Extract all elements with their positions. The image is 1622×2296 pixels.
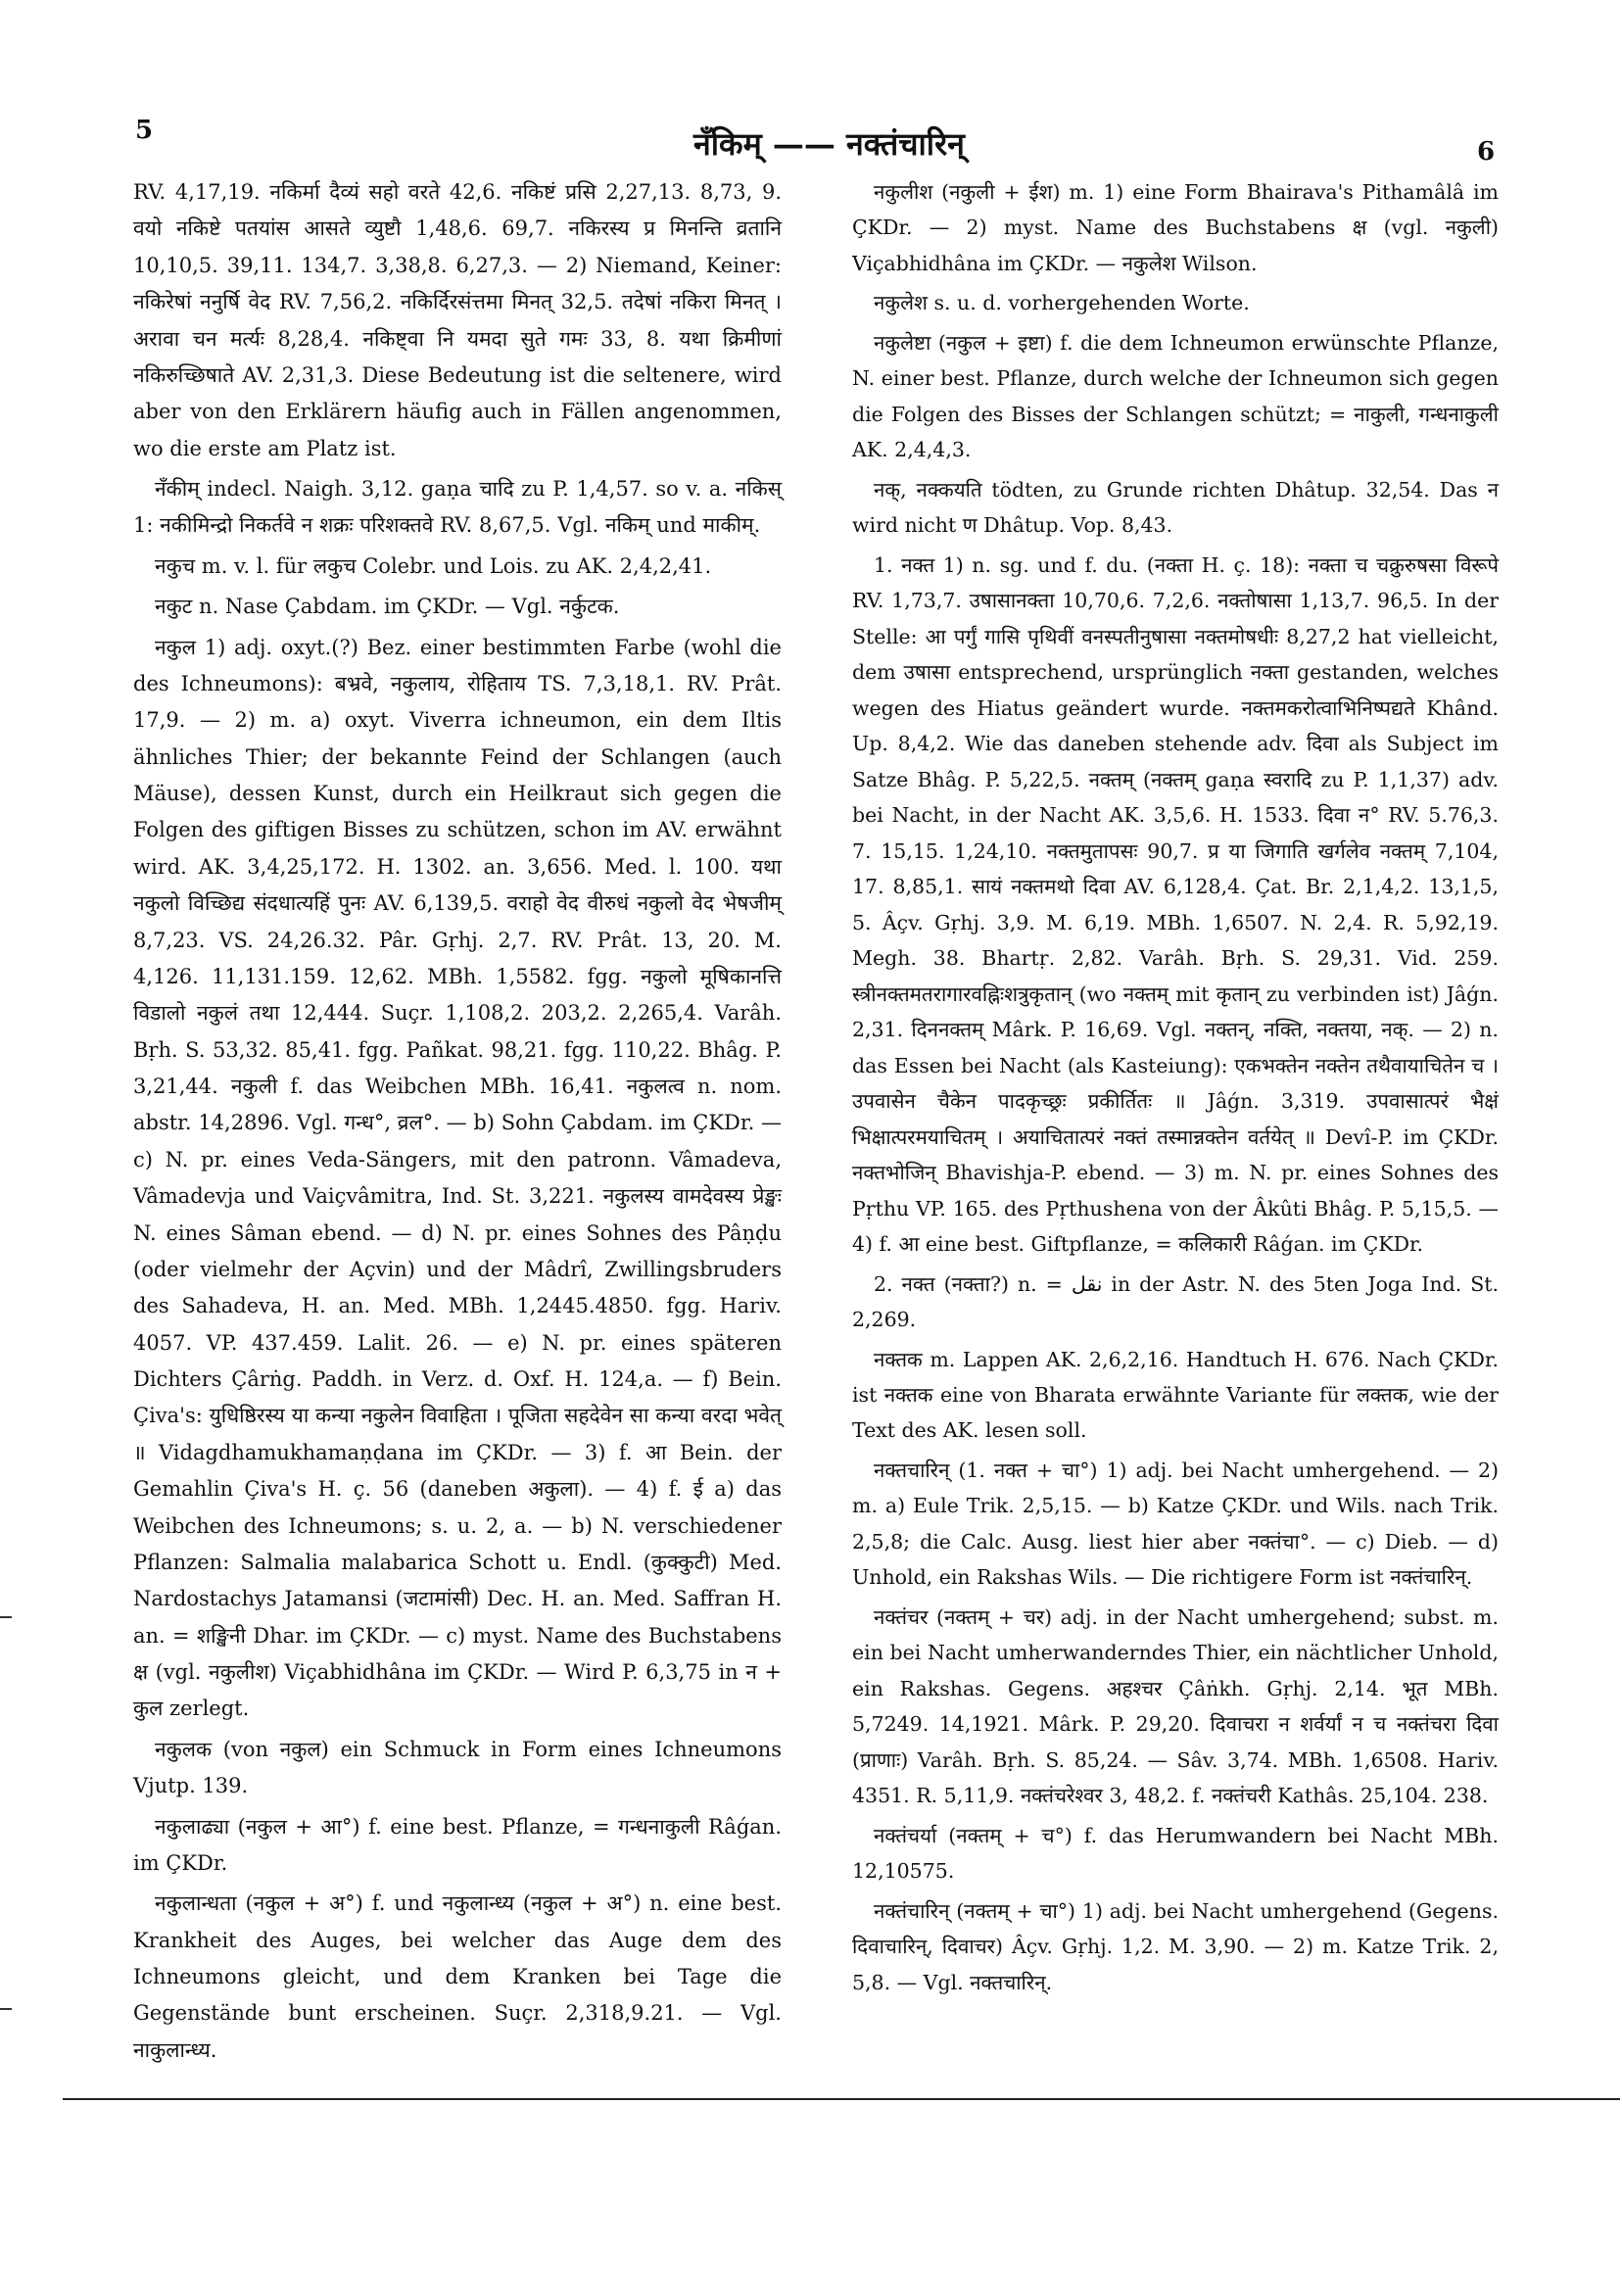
dictionary-entry: नकुलान्धता (नकुल + अ°) f. und नकुलान्ध्य (नकुल + अ°) n. eine best. Krankheit des Auges, bei welcher das Auge dem des Ichneumons gleicht, und dem Kranken bei Tage die Gegenstände bunt erscheinen. Suçr. 2,318,9.21. — Vgl. नाकुलान्ध्य. (133, 1891, 782, 2062)
dictionary-entry: नक्तंचर्या (नक्तम् + च°) f. das Herumwandern bei Nacht MBh. 12,10575. (852, 1823, 1499, 1884)
dictionary-entry: 2. नक्त (नक्ता?) n. = نقل in der Astr. N. des 5ten Joga Ind. St. 2,269. (852, 1271, 1499, 1332)
dictionary-entry: नकुलीश (नकुली + ईश) m. 1) eine Form Bhairava's Pithamâlâ im ÇKDr. — 2) myst. Name des Buchstabens क्ष (vgl. नकुली) Viçabhidhâna im ÇKDr. — नकुलेश Wilson. (852, 180, 1499, 275)
dictionary-entry: नकुल 1) adj. oxyt.(?) Bez. einer bestimmten Farbe (wohl die des Ichneumons): बभ्रवे, नकुलाय, रोहिताय TS. 7,3,18,1. RV. Prât. 17,9. — 2) m. a) oxyt. Viverra ichneumon, ein dem Iltis ähnliches Thier; der bekannte Feind der Schlangen (auch Mäuse), dessen Kunst, durch ein Heilkraut sich gegen die Folgen des giftigen Bisses zu schützen, schon im AV. erwähnt wird. AK. 3,4,25,172. H. 1302. an. 3,656. Med. l. 100. यथा नकुलो विच्छिद्य संदधात्यहिं पुनः AV. 6,139,5. वराहो वेद वीरुधं नकुलो वेद भेषजीम् 8,7,23. VS. 24,26.32. Pâr. Gṛhj. 2,7. RV. Prât. 13, 20. M. 4,126. 11,131.159. 12,62. MBh. 1,5582. fgg. नकुलो मूषिकानत्ति विडालो नकुलं तथा 12,444. Suçr. 1,108,2. 203,2. 2,265,4. Varâh. Bṛh. S. 53,32. 85,41. fgg. Pañkat. 98,21. fgg. 110,22. Bhâg. P. 3,21,44. नकुली f. das Weibchen MBh. 16,41. नकुलत्व n. nom. abstr. 14,2896. Vgl. गन्ध°, व्रल°. — b) Sohn Çabdam. im ÇKDr. — c) N. pr. eines Veda-Sängers, mit den patronn. Vâmadeva, Vâmadevja und Vaiçvâmitra, Ind. St. 3,221. नकुलस्य वामदेवस्य प्रेङ्खः N. eines Sâman ebend. — d) N. pr. eines Sohnes des Pâṇḍu (oder vielmehr der Açvin) und der Mâdrî, Zwillingsbruders des Sahadeva, H. an. Med. MBh. 1,2445.4850. fgg. Hariv. 4057. VP. 437.459. Lalit. 26. — e) N. pr. eines späteren Dichters Çârṅg. Paddh. in Verz. d. Oxf. H. 124,a. — f) Bein. Çiva's: युधिष्ठिरस्य या कन्या नकुलेन विवाहिता । पूजिता सहदेवेन सा कन्या वरदा भवेत् ॥ Vidagdhamukhamaṇḍana im ÇKDr. — 3) f. आ Bein. der Gemahlin Çiva's H. ç. 56 (daneben अकुला). — 4) f. ई a) das Weibchen des Ichneumons; s. u. 2, a. — b) N. verschiedener Pflanzen: Salmalia malabarica Schott u. Endl. (कुक्कुटी) Med. Nardostachys Jatamansi (जटामांसी) Dec. H. an. Med. Saffran H. an. = शङ्खिनी Dhar. im ÇKDr. — c) myst. Name des Buchstabens क्ष (vgl. नकुलीश) Viçabhidhâna im ÇKDr. — Wird P. 6,3,75 in न + कुल zerlegt. (133, 635, 782, 1721)
page-header-title: नँकिम् —— नक्तंचारिन् (693, 125, 965, 163)
dictionary-entry: नकुलक (von नकुल) ein Schmuck in Form eines Ichneumons Vjutp. 139. (133, 1737, 782, 1798)
dictionary-entry: नकुलेष्टा (नकुल + इष्टा) f. die dem Ichneumon erwünschte Pflanze, N. einer best. Pflanze, durch welche der Ichneumon sich gegen die Folgen des Bisses der Schlangen schützt; = नाकुली, गन्धनाकुली AK. 2,4,4,3. (852, 330, 1499, 462)
margin-tick (0, 1616, 12, 1618)
dictionary-entry: नकुट n. Nase Çabdam. im ÇKDr. — Vgl. नर्कुटक. (155, 595, 620, 619)
dictionary-entry: RV. 4,17,19. नकिर्मा दैव्यं सहो वरते 42,6. नकिष्टं प्रसि 2,27,13. 8,73, 9. वयो नकिष्टे पतयांस आसते व्युष्टौ 1,48,6. 69,7. नकिरस्य प्र मिनन्ति व्रतानि 10,10,5. 39,11. 134,7. 3,38,8. 6,27,3. — 2) Niemand, Keiner: नकिरेषां ननुर्षि वेद RV. 7,56,2. नकिर्दिरसंत्तमा मिनत् 32,5. तदेषां नकिरा मिनत् । अरावा चन मर्त्यः 8,28,4. नकिष्ट्वा नि यमदा सुते गमः 33, 8. यथा क्रिमीणां नकिरुच्छिषाते AV. 2,31,3. Diese Bedeutung ist die seltenere, wird aber von den Erklärern häufig auch in Fällen angenommen, wo die erste am Platz ist. (133, 180, 782, 460)
dictionary-entry: नकुलाढ्या (नकुल + आ°) f. eine best. Pflanze, = गन्धनाकुली Râǵan. im ÇKDr. (133, 1814, 782, 1875)
bottom-rule (63, 2098, 1620, 2100)
dictionary-entry: नकुच m. v. l. für लकुच Colebr. und Lois. zu AK. 2,4,2,41. (155, 553, 712, 578)
dictionary-entry: नक्तंचर (नक्तम् + चर) adj. in der Nacht umhergehend; subst. m. ein bei Nacht umherwanderndes Thier, ein nächtlicher Unhold, ein Rakshas. Gegens. अहश्चर Çâṅkh. Gṛhj. 2,14. भूत MBh. 5,7249. 14,1921. Mârk. P. 29,20. दिवाचरा न शर्वर्यां न च नक्तंचरा दिवा (प्राणाः) Varâh. Bṛh. S. 85,24. — Sâv. 3,74. MBh. 1,6508. Hariv. 4351. R. 5,11,9. नक्तंचरेश्वर 3, 48,2. f. नक्तंचरी Kathâs. 25,104. 238. (852, 1604, 1499, 1808)
page-number-right: 6 (1477, 137, 1496, 167)
page-number-left: 5 (135, 116, 154, 145)
dictionary-entry: नक्तंचारिन् (नक्तम् + चा°) 1) adj. bei Nacht umhergehend (Gegens. दिवाचारिन्, दिवाचर) Âçv. Gṛhj. 1,2. M. 3,90. — 2) m. Katze Trik. 2, 5,8. — Vgl. नक्तचारिन्. (852, 1898, 1499, 1994)
dictionary-entry: 1. नक्त 1) n. sg. und f. du. (नक्ता H. ç. 18): नक्ता च चक्रुरुषसा विरूपे RV. 1,73,7. उषासानक्ता 10,70,6. 7,2,6. नक्तोषासा 1,13,7. 96,5. In der Stelle: आ पर्गुं गासि पृथिवीं वनस्पतीनुषासा नक्तमोषधीः 8,27,2 hat vielleicht, dem उषासा entsprechend, ursprünglich नक्ता gestanden, welches wegen des Hiatus geändert wurde. नक्तमकरोत्वाभिनिष्पद्यते Khând. Up. 8,4,2. Wie das daneben stehende adv. दिवा als Subject im Satze Bhâg. P. 5,22,5. नक्तम् (नक्तम् gaṇa स्वरादि zu P. 1,1,37) adv. bei Nacht, in der Nacht AK. 3,5,6. H. 1533. दिवा न° RV. 5.76,3. 7. 15,15. 1,24,10. नक्तमुतापसः 90,7. प्र या जिगाति खर्गलेव नक्तम् 7,104, 17. 8,85,1. सायं नक्तमथो दिवा AV. 6,128,4. Çat. Br. 2,1,4,2. 13,1,5, 5. Âçv. Gṛhj. 3,9. M. 6,19. MBh. 1,6507. N. 2,4. R. 5,92,19. Megh. 38. Bhartṛ. 2,82. Varâh. Bṛh. S. 29,31. Vid. 259. स्त्रीनक्तमतरागारवह्निःशत्रुकृतान् (wo नक्तम् mit कृतान् zu verbinden ist) Jâǵn. 2,31. दिननक्तम् Mârk. P. 16,69. Vgl. नक्तन्, नक्ति, नक्तया, नक्. — 2) n. das Essen bei Nacht (als Kasteiung): एकभक्तेन नक्तेन तथैवायाचितेन च । उपवासेन चैकेन पादकृच्छ्रः प्रकीर्तितः ॥ Jâǵn. 3,319. उपवासात्परं भैक्षं भिक्षात्परमयाचितम् । अयाचितात्परं नक्तं तस्मान्नक्तेन वर्तयेत् ॥ Devî-P. im ÇKDr. नक्तभोजिन् Bhavishja-P. ebend. — 3) m. N. pr. eines Sohnes des Pṛthu VP. 165. des Pṛthushena von der Âkûti Bhâg. P. 5,15,5. — 4) f. आ eine best. Giftpflanze, = कलिकारी Râǵan. im ÇKDr. (852, 552, 1499, 1257)
dictionary-entry: नकुलेश s. u. d. vorhergehenden Worte. (874, 291, 1250, 315)
dictionary-entry: नँकीम् indecl. Naigh. 3,12. gaṇa चादि zu P. 1,4,57. so v. a. नकिस् 1: नकीमिन्द्रो निकर्तवे न शक्रः परिशक्तवे RV. 8,67,5. Vgl. नकिम् und माकीम्. (133, 477, 782, 538)
dictionary-entry: नक्, नक्कयति tödten, zu Grunde richten Dhâtup. 32,54. Das न wird nicht ण Dhâtup. Vop. 8,43. (852, 477, 1499, 538)
dictionary-entry: नक्तचारिन् (1. नक्त + चा°) 1) adj. bei Nacht umhergehend. — 2) m. a) Eule Trik. 2,5,15. — b) Katze ÇKDr. und Wils. nach Trik. 2,5,8; die Calc. Ausg. liest hier aber नक्तंचा°. — c) Dieb. — d) Unhold, ein Rakshas Wils. — Die richtigere Form ist नक्तंचारिन्. (852, 1458, 1499, 1590)
margin-tick (0, 2008, 12, 2010)
dictionary-entry: नक्तक m. Lappen AK. 2,6,2,16. Handtuch H. 676. Nach ÇKDr. ist नक्तक eine von Bharata erwähnte Variante für लक्तक, wie der Text des AK. lesen soll. (852, 1347, 1499, 1443)
right-column (852, 174, 1499, 2004)
left-column (133, 174, 782, 2073)
